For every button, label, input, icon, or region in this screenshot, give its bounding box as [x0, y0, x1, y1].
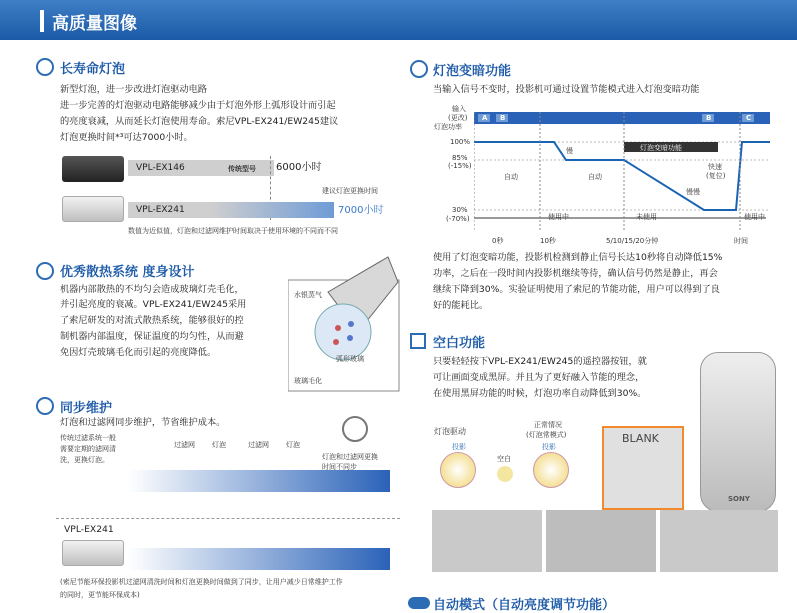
lamp-bright-1 — [440, 452, 476, 488]
filter-label-2: 过滤网 — [248, 441, 269, 449]
seg-b2: B — [706, 114, 712, 122]
maint-projector-image — [62, 540, 124, 566]
page-title: 高质量图像 — [52, 14, 137, 34]
projection-label-2: 投影 — [542, 443, 556, 451]
dimming-text-1: 使用了灯泡变暗功能，投影机检测到静止信号长达10秒将自动降低15% — [433, 252, 723, 263]
lamp-cross-section-diagram — [288, 252, 400, 392]
dimming-text-2: 功率，之后在一段时间内投影机继续等待，确认信号仍然是静止，再会 — [433, 268, 718, 279]
seg-c: C — [746, 114, 752, 122]
filter-label-1: 过滤网 — [174, 441, 195, 449]
lamp-drive-label: 灯泡驱动 — [434, 427, 466, 436]
ex241-hours: 7000小时 — [338, 205, 384, 216]
blank-title: 空白功能 — [433, 336, 486, 351]
longlife-text-4: 灯泡更换时间*³可达7000小时。 — [60, 132, 193, 143]
y-85b: (-15%) — [448, 162, 472, 170]
model-ex146-label: VPL-EX146 — [136, 163, 185, 173]
projector-ex241-image — [62, 196, 124, 222]
label-fast: 快速 — [708, 163, 722, 171]
remote-control-image — [700, 352, 776, 512]
label-slow: 慢 — [566, 147, 573, 155]
cooling-text-5: 免因灯壳玻璃毛化而引起的亮度降低。 — [60, 347, 217, 358]
auto-mode-icon — [408, 597, 430, 609]
cooling-text-3: 了索尼研发的对流式散热系统，能够很好的控 — [60, 315, 244, 326]
blank-icon — [410, 333, 426, 349]
vapor-label: 水银蒸气 — [294, 291, 322, 299]
dimming-text-4: 好的能耗比。 — [433, 300, 489, 311]
longlife-text-3: 的亮度衰减，从而延长灯泡使用寿命。索尼VPL-EX241/EW245建议 — [60, 116, 339, 127]
lamp-dim — [497, 466, 513, 482]
label-auto-1: 自动 — [504, 173, 518, 181]
sync-label-2: 时间不同步 — [322, 463, 357, 471]
longlife-title: 长寿命灯泡 — [60, 62, 126, 77]
seg-b1: B — [500, 114, 506, 122]
frost-label: 玻璃毛化 — [294, 377, 322, 385]
arc-glass-label: 弧形玻璃 — [336, 355, 364, 363]
maint-old-1: 传统过滤系统一般 — [60, 434, 116, 442]
blank-text-1: 只要轻轻按下VPL-EX241/EW245的遥控器按钮，就 — [433, 356, 647, 367]
ylabel-input: 输入 — [452, 105, 466, 113]
room-photo-3 — [660, 510, 778, 572]
label-in-use-1: 使用中 — [548, 213, 569, 221]
y-100: 100% — [450, 138, 471, 146]
label-slow-2: 慢慢 — [686, 188, 700, 196]
ylabel-change: (更改) — [448, 114, 468, 122]
y-30: 30% — [452, 206, 468, 214]
label-auto-2: 自动 — [588, 173, 602, 181]
maint-model-label: VPL-EX241 — [64, 524, 114, 535]
projector-ex146-image — [62, 156, 124, 182]
cooling-text-2: 并引起亮度的衰减。VPL-EX241/EW245采用 — [60, 299, 247, 310]
blank-text-2: 可让画面变成黑屏。并且为了更好融入节能的理念， — [433, 372, 645, 383]
recommend-label: 建议灯泡更换时间 — [322, 187, 378, 195]
timeline-arrow-new — [128, 548, 390, 570]
lamp-label-1: 灯泡 — [212, 441, 226, 449]
ylabel-power: 灯泡功率 — [434, 123, 462, 131]
normal-label-1: 正常情况 — [534, 421, 562, 429]
maint-note-2: 的同时，更节能环保成本) — [60, 591, 140, 599]
label-reset: (复位) — [706, 172, 726, 180]
dimming-text-3: 继续下降到30%。实验证明使用了索尼的节能功能，用户可以得到了良 — [433, 284, 720, 295]
lamp-label-2: 灯泡 — [286, 441, 300, 449]
dimming-func-label: 灯泡变暗功能 — [640, 144, 682, 152]
x-10: 10秒 — [540, 237, 556, 245]
cooling-text-4: 制机器内部温度，保证温度的均匀性，从而避 — [60, 331, 244, 342]
x-mid: 5/10/15/20分钟 — [606, 237, 659, 245]
cooling-text-1: 机器内部散热的不均匀会造成玻璃灯壳毛化， — [60, 284, 244, 295]
lamp-icon — [36, 58, 54, 76]
cooling-icon — [36, 262, 54, 280]
lamp-dimming-icon — [410, 60, 428, 78]
maint-old-3: 洗，更换灯泡。 — [60, 456, 109, 464]
maint-note-1: (索尼节能环保投影机过滤网清洗时间和灯泡更换时间做到了同步，让用户减少日常维护工作 — [60, 578, 343, 586]
blank-text-3: 在使用黑屏功能的时候，灯泡功率自动降低到30%。 — [433, 388, 647, 399]
dimming-title: 灯泡变暗功能 — [433, 64, 512, 79]
auto-title: 自动模式（自动亮度调节功能） — [433, 598, 616, 613]
clock-icon — [36, 397, 54, 415]
longlife-note: 数值为近似值，灯泡和过滤网维护时间取决于使用环境的不同而不同 — [128, 227, 338, 235]
dimming-chart — [474, 112, 774, 232]
blank-state-label: 空白 — [497, 455, 511, 463]
conventional-tag: 传统型号 — [228, 165, 256, 173]
model-ex241-label: VPL-EX241 — [136, 205, 185, 215]
label-in-use-2: 使用中 — [744, 213, 765, 221]
header-accent — [40, 10, 44, 32]
x-time: 时间 — [734, 237, 748, 245]
y-30b: (-70%) — [446, 215, 470, 223]
seg-a: A — [482, 114, 488, 122]
maint-title: 同步维护 — [60, 401, 113, 416]
dimming-intro: 当输入信号不变时，投影机可通过设置节能模式进入灯泡变暗功能 — [433, 84, 700, 95]
longlife-text-1: 新型灯泡，进一步改进灯泡驱动电路 — [60, 84, 207, 95]
page-header — [0, 0, 797, 40]
room-photo-2 — [546, 510, 656, 572]
lamp-bright-2 — [533, 452, 569, 488]
maint-old-2: 需要定期的滤网清 — [60, 445, 116, 453]
blank-button-label: BLANK — [622, 432, 659, 445]
maint-divider — [56, 518, 400, 519]
maint-text-1: 灯泡和过滤网同步维护，节省维护成本。 — [60, 417, 226, 428]
clock-graphic — [342, 416, 368, 442]
x-0: 0秒 — [492, 237, 504, 245]
label-unused: 未使用 — [636, 213, 657, 221]
timeline-arrow-old — [128, 470, 390, 492]
cooling-title: 优秀散热系统 度身设计 — [60, 265, 195, 280]
model-ex241-bar — [128, 202, 334, 218]
longlife-text-2: 进一步完善的灯泡驱动电路能够减少由于灯泡外形上弧形设计而引起 — [60, 100, 336, 111]
normal-label-2: (灯泡常模式) — [526, 431, 567, 439]
projection-label-1: 投影 — [452, 443, 466, 451]
ex146-hours: 6000小时 — [276, 162, 322, 173]
sync-label-1: 灯泡和过滤网更换 — [322, 453, 378, 461]
y-85: 85% — [452, 154, 468, 162]
remote-brand: SONY — [728, 495, 750, 503]
room-photo-1 — [432, 510, 542, 572]
